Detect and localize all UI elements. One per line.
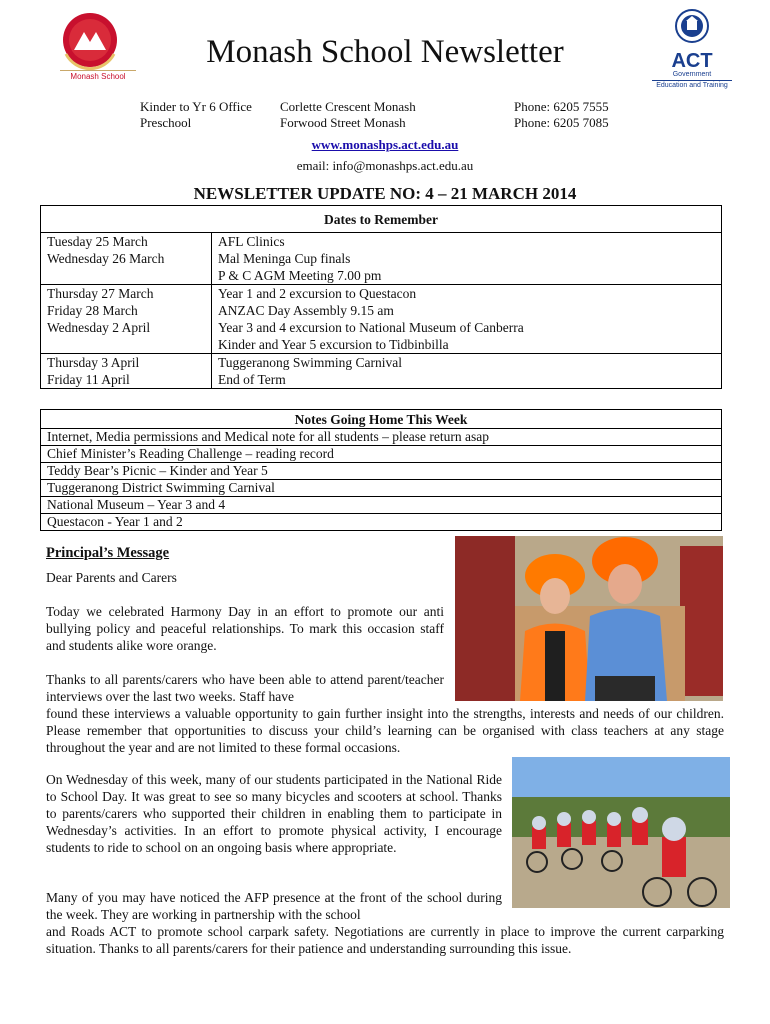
date-entry: Friday 28 March — [47, 303, 138, 318]
harmony-day-photo-image — [455, 536, 723, 701]
principal-paragraph-ride-to-school: On Wednesday of this week, many of our students participated in the National Ride to School Day. It was great to see so many bicycles and scooters at school. Thanks to parents/carers who supported their children in enabling them to participate in Wednesday’s activities. In an effort to promote physical activity, I encourage students to ride to school on an ongoing basis where appropriate. — [46, 772, 502, 855]
contact-address-line: Forwood Street Monash — [280, 115, 406, 130]
note-item: National Museum – Year 3 and 4 — [41, 497, 722, 514]
table-row — [41, 354, 722, 389]
events-cell — [212, 285, 722, 354]
contact-col-addresses — [280, 99, 416, 131]
note-item: Chief Minister’s Reading Challenge – reading record — [41, 446, 722, 463]
principal-paragraph-afp-start: Many of you may have noticed the AFP presence at the front of the school during the week. They are working in partnership with the school — [46, 890, 502, 922]
contact-col-offices — [140, 99, 252, 131]
table-row — [41, 446, 722, 463]
note-item: Questacon - Year 1 and 2 — [41, 514, 722, 531]
date-entry: Thursday 3 April — [47, 355, 140, 370]
ride-to-school-photo — [512, 757, 730, 908]
note-item: Internet, Media permissions and Medical note for all students – please return asap — [41, 429, 722, 446]
principal-greeting: Dear Parents and Carers — [46, 570, 177, 585]
event-entry: ANZAC Day Assembly 9.15 am — [218, 303, 394, 318]
dates-cell — [41, 354, 212, 389]
date-entry: Thursday 27 March — [47, 286, 154, 301]
ride-to-school-photo-image — [512, 757, 730, 908]
contact-phone-line: Phone: 6205 7555 — [514, 99, 609, 114]
table-row — [41, 429, 722, 446]
school-email: email: info@monashps.act.edu.au — [296, 158, 474, 173]
contact-office-line: Preschool — [140, 115, 192, 130]
principal-message-heading: Principal’s Message — [46, 545, 170, 561]
dates-table-heading: Dates to Remember — [41, 206, 722, 233]
event-entry: Year 1 and 2 excursion to Questacon — [218, 286, 417, 301]
harmony-day-photo — [455, 536, 723, 701]
events-cell — [212, 233, 722, 285]
school-website-link[interactable]: www.monashps.act.edu.au — [311, 137, 459, 152]
notes-table-heading: Notes Going Home This Week — [41, 410, 722, 429]
contact-address-line: Corlette Crescent Monash — [280, 99, 416, 114]
principal-paragraph-afp-end: and Roads ACT to promote school carpark safety. Negotiations are currently in place to improve the current carparking situation. Thanks to all parents/carers for their patience and understanding surrounding this issue. — [46, 924, 724, 956]
table-row — [41, 480, 722, 497]
event-entry: End of Term — [218, 372, 286, 387]
note-item: Teddy Bear’s Picnic – Kinder and Year 5 — [41, 463, 722, 480]
dates-cell — [41, 233, 212, 285]
event-entry: P & C AGM Meeting 7.00 pm — [218, 268, 382, 283]
contact-office-line: Kinder to Yr 6 Office — [140, 99, 252, 114]
principal-paragraph-harmony: Today we celebrated Harmony Day in an effort to promote our anti bullying policy and peaceful relationships. To mark this occasion staff and students alike wore orange. — [46, 604, 444, 653]
principal-paragraph-interviews-start: Thanks to all parents/carers who have been able to attend parent/teacher interviews over the last two weeks. Staff have — [46, 672, 444, 704]
act-logo-department: Education and Training — [652, 80, 732, 90]
date-entry: Wednesday 2 April — [47, 320, 151, 335]
events-cell — [212, 354, 722, 389]
date-entry: Wednesday 26 March — [47, 251, 165, 266]
table-row — [41, 285, 722, 354]
table-row — [41, 233, 722, 285]
newsletter-update-heading: NEWSLETTER UPDATE NO: 4 – 21 MARCH 2014 — [193, 184, 577, 203]
table-row — [41, 463, 722, 480]
act-logo-government: Government — [672, 71, 712, 78]
event-entry: Tuggeranong Swimming Carnival — [218, 355, 402, 370]
principal-paragraph-interviews-end: found these interviews a valuable opportunity to gain further insight into the strengths, interests and needs of our children. Please remember that opportunities to discuss your child’s learning can be organised with class teachers at any stage throughout the year and are not limited to these formal occasions. — [46, 706, 724, 755]
event-entry: Kinder and Year 5 excursion to Tidbinbilla — [218, 337, 449, 352]
event-entry: Year 3 and 4 excursion to National Museum of Canberra — [218, 320, 524, 335]
logo-left-text: Monash School — [60, 70, 136, 81]
date-entry: Tuesday 25 March — [47, 234, 148, 249]
newsletter-title: Monash School Newsletter — [206, 34, 564, 70]
event-entry: AFL Clinics — [218, 234, 285, 249]
dates-cell — [41, 285, 212, 354]
table-row — [41, 514, 722, 531]
date-entry: Friday 11 April — [47, 372, 130, 387]
dates-to-remember-table — [40, 205, 722, 389]
contact-col-phones — [514, 99, 609, 131]
act-logo-name: ACT — [671, 50, 713, 72]
table-row — [41, 497, 722, 514]
note-item: Tuggeranong District Swimming Carnival — [41, 480, 722, 497]
event-entry: Mal Meninga Cup finals — [218, 251, 351, 266]
notes-going-home-table — [40, 409, 722, 531]
contact-phone-line: Phone: 6205 7085 — [514, 115, 609, 130]
